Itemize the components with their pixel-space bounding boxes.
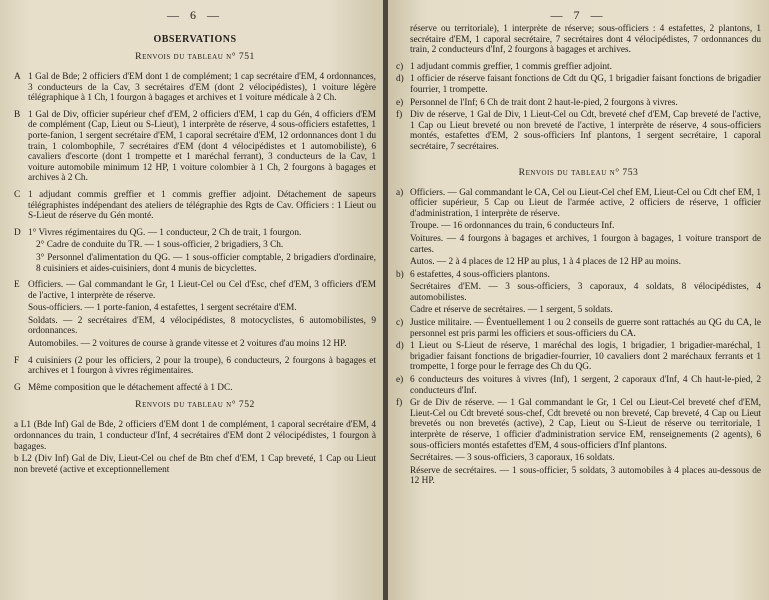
note-b-753-sub xyxy=(396,282,761,303)
note-d-753 xyxy=(396,341,761,373)
note-text: 3° Personnel d'alimentation du QG. — 1 sous-officier comptable, 2 brigadiers d'ordinaire, 8 cuisiniers et aides-cuisiniers, dont 4 munis de bicyclettes. xyxy=(36,252,376,274)
note-a-753-sub xyxy=(396,234,761,255)
note-text: 1 officier de réserve faisant fonctions de Cdt du QG, 1 brigadier faisant fonctions de brigadier fourrier, 1 trompette. xyxy=(410,74,761,95)
note-mark: f) xyxy=(396,110,403,121)
note-f-752 xyxy=(396,110,761,152)
note-mark: E xyxy=(14,280,20,291)
note-b1 xyxy=(14,454,376,475)
section-title-752: Renvois du tableau n° 752 xyxy=(135,399,255,411)
note-text: Secrétaires d'EM. — 3 sous-officiers, 3 caporaux, 4 soldats, 8 vélocipédistes, 4 automobilistes. xyxy=(410,282,761,303)
note-b-753-sub xyxy=(396,305,761,316)
note-text: 1 Gal de Div, officier supérieur chef d'EM, 2 officiers d'EM, 1 cap du Gén, 4 officiers d'EM de complément (Cap, Lieut ou S-Lieut), 1 interprète de réserve, 4 sous-officiers estafettes, 1 porte-fanion, 1 sergent secrétaire d'EM, 1 caporal secrétaire d'EM, 12 ordonnances dont 1 du train, 1 colombophile, 7 secrétaires d'EM (dont 4 vélocipédistes et 1 automobiliste), 6 cavaliers d'escorte (dont 1 trompette et 1 maréchal ferrant), 3 conducteurs de la Cav, 1 voiture automobile minimum 12 HP, 1 voiture colombier à 1 Ch, 2 fourgons à bagages et archives à 2 Ch. xyxy=(28,109,376,184)
note-text: Gr de Div de réserve. — 1 Gal commandant le Gr, 1 Cel ou Lieut-Cel breveté chef d'EM, Lieut-Cel ou Cdt breveté sous-chef, Cdt breveté ou non breveté, Cap breveté, 4 Cap ou Lieut brevetés ou non brevetés (active), 2 Cap, Lieut ou S-Lieut de réserve ou territoriale, 1 interprète de réserve, 1 officier d'administration service EM, renseignements (2 agents), 6 sous-officiers montés estafettes d'EM, 4 sous-officiers d'Inf plantons. xyxy=(410,398,761,451)
note-text: Soldats. — 2 secrétaires d'EM, 4 vélocipédistes, 8 motocyclistes, 6 automobilistes, 9 ordonnances. xyxy=(28,315,376,337)
right-page xyxy=(388,0,769,600)
note-mark: e) xyxy=(396,375,404,386)
page-number: — 6 — xyxy=(167,8,223,22)
note-e-sub xyxy=(14,316,376,337)
note-text: a L1 (Bde Inf) Gal de Bde, 2 officiers d'EM dont 1 de complément, 1 caporal secrétaire d'EM, 4 ordonnances du train, 1 conducteur d'Inf, 4 secrétaires d'EM dont 2 vélocipédistes, 1 fourgon à bagages. xyxy=(14,420,376,452)
note-text: 1 Lieut ou S-Lieut de réserve, 1 maréchal des logis, 1 brigadier, 1 brigadier-maréchal, 1 brigadier faisant fonctions de brigadier-fourrier, 10 cavaliers dont 2 maréchaux ferrants et 1 trompette, 1 forge pour le ferrage des Ch du QG. xyxy=(410,341,761,373)
note-mark: a) xyxy=(396,187,404,198)
note-text: 1 Gal de Bde; 2 officiers d'EM dont 1 de complément; 1 cap secrétaire d'EM, 4 ordonnances, 3 conducteurs de la Cav, 3 secrétaires d'EM (dont 2 vélocipédistes), 1 voiture légère télégraphique à 1 Ch, 1 fourgon à bagages et archives et 1 voiture médicale à 2 Ch. xyxy=(28,72,376,104)
note-mark: B xyxy=(14,109,21,120)
note-text: 1 adjudant commis greffier et 1 commis greffier adjoint. Détachement de sapeurs télégraphistes indépendant des ateliers de télégraphie des Rgts de Cav. Officiers : 1 Lieut ou S-Lieut de réserve du Gén monté. xyxy=(28,189,376,222)
note-text: Cadre et réserve de secrétaires. — 1 sergent, 5 soldats. xyxy=(410,305,613,316)
note-d-sub xyxy=(14,253,376,274)
note-mark: b) xyxy=(396,269,404,280)
note-text: 1 adjudant commis greffier, 1 commis greffier adjoint. xyxy=(410,61,612,72)
note-e-753 xyxy=(396,375,761,396)
note-f xyxy=(14,356,376,377)
note-mark: c) xyxy=(396,318,404,329)
note-text: 2° Cadre de conduite du TR. — 1 sous-officier, 2 brigadiers, 3 Ch. xyxy=(36,240,284,251)
note-text: Personnel de l'Inf; 6 Ch de trait dont 2 haut-le-pied, 2 fourgons à vivres. xyxy=(410,97,678,108)
note-text: Secrétaires. — 3 sous-officiers, 3 caporaux, 16 soldats. xyxy=(410,453,615,464)
note-f-753-sub xyxy=(396,453,761,464)
note-mark: d) xyxy=(396,341,404,352)
left-page xyxy=(0,0,384,600)
note-a1 xyxy=(14,420,376,452)
section-title-753: Renvois du tableau n° 753 xyxy=(518,166,639,178)
note-text: Réserve de secrétaires. — 1 sous-officier, 5 soldats, 3 automobiles à 4 places au-dessous de 12 HP. xyxy=(410,465,761,487)
note-text: 1° Vivres régimentaires du QG. — 1 conducteur, 2 Ch de trait, 1 fourgon. xyxy=(28,227,302,238)
note-mark: f) xyxy=(396,398,403,409)
note-text: Automobiles. — 2 voitures de course à grande vitesse et 2 voitures d'au moins 12 HP. xyxy=(28,339,347,350)
note-text: réserve ou territoriale), 1 interprète de réserve; sous-officiers : 4 estafettes, 2 plantons, 1 secrétaire d'EM, 1 caporal secrétaire, 7 secrétaires dont 4 vélocipédistes, 7 ordonnances du train, 2 conducteurs d'Inf, 2 fourgons à bagages et archives. xyxy=(410,24,761,56)
note-b-753 xyxy=(396,270,761,281)
note-mark: D xyxy=(14,227,21,238)
note-mark: d) xyxy=(396,74,404,85)
note-text: Div de réserve, 1 Gal de Div, 1 Lieut-Cel ou Cdt, breveté chef d'EM, Cap breveté de l'active, 1 Cap ou Lieut breveté ou non breveté de l'active, 1 interprète de réserve, 4 sous-officiers montés, estafettes d'EM, 2 sous-officiers Inf plantons, 1 sergent secrétaire, 1 caporal secrétaire, 7 secrétaires. xyxy=(410,110,761,152)
note-a xyxy=(14,72,376,104)
note-c xyxy=(14,190,376,222)
note-c-753 xyxy=(396,318,761,339)
note-d-752 xyxy=(396,74,761,95)
note-e xyxy=(14,280,376,301)
note-text: 4 cuisiniers (2 pour les officiers, 2 pour la troupe), 6 conducteurs, 2 fourgons à bagages et archives et 1 fourgon à vivres régimentaires. xyxy=(28,355,376,377)
note-mark: F xyxy=(14,355,20,366)
note-g xyxy=(14,383,376,394)
note-text: Justice militaire. — Éventuellement 1 ou 2 conseils de guerre sont rattachés au QG du CA, le personnel est pris parmi les officiers et sous-officiers du CA. xyxy=(410,318,761,339)
note-b xyxy=(14,110,376,184)
note-b1-continued xyxy=(396,24,761,56)
note-text: 6 conducteurs des voitures à vivres (Inf), 1 sergent, 2 caporaux d'Inf, 4 Ch haut-le-pied, 2 conducteurs d'Inf. xyxy=(410,375,761,396)
note-a-753-sub xyxy=(396,257,761,268)
note-a-753 xyxy=(396,188,761,220)
section-title-751: Renvois du tableau n° 751 xyxy=(135,51,255,62)
note-mark: c) xyxy=(396,61,404,72)
note-e-sub xyxy=(14,339,376,350)
note-d xyxy=(14,228,376,239)
note-text: Officiers. — Gal commandant le CA, Cel ou Lieut-Cel chef EM, Lieut-Cel ou Cdt chef EM, 1 officier supérieur, 5 Cap ou Lieut de l'armée active, 2 officiers de réserve, 1 officier d'administration, 1 interprète de réserve. xyxy=(410,187,761,219)
note-text: b L2 (Div Inf) Gal de Div, Lieut-Cel ou chef de Btn chef d'EM, 1 Cap breveté, 1 Cap ou Lieut non breveté (active et exceptionnellement xyxy=(14,454,376,475)
note-e-sub xyxy=(14,303,376,314)
note-text: Autos. — 2 à 4 places de 12 HP au plus, 1 à 4 places de 12 HP au moins. xyxy=(410,257,681,268)
observations-title: OBSERVATIONS xyxy=(153,34,237,45)
page-number: — 7 — xyxy=(550,8,607,22)
note-text: Voitures. — 4 fourgons à bagages et archives, 1 fourgon à bagages, 1 voiture transport de cartes. xyxy=(410,233,761,255)
note-text: Officiers. — Gal commandant le Gr, 1 Lieut-Cel ou Cel d'Esc, chef d'EM, 3 officiers d'EM de l'active, 1 interprète de réserve. xyxy=(28,280,376,301)
note-mark: e) xyxy=(396,97,404,108)
note-mark: C xyxy=(14,189,21,200)
note-mark: A xyxy=(14,72,21,82)
note-f-753 xyxy=(396,398,761,451)
note-a-753-sub xyxy=(396,221,761,232)
note-e-752 xyxy=(396,98,761,109)
note-c-752 xyxy=(396,62,761,73)
note-text: Troupe. — 16 ordonnances du train, 6 conducteurs Inf. xyxy=(410,221,615,232)
note-text: Sous-officiers. — 1 porte-fanion, 4 estafettes, 1 sergent secrétaire d'EM. xyxy=(28,303,297,314)
note-text: Même composition que le détachement affecté à 1 DC. xyxy=(28,382,233,393)
note-mark: G xyxy=(14,382,21,393)
note-f-753-sub xyxy=(396,466,761,487)
note-d-sub xyxy=(14,240,376,251)
note-text: 6 estafettes, 4 sous-officiers plantons. xyxy=(410,269,550,280)
